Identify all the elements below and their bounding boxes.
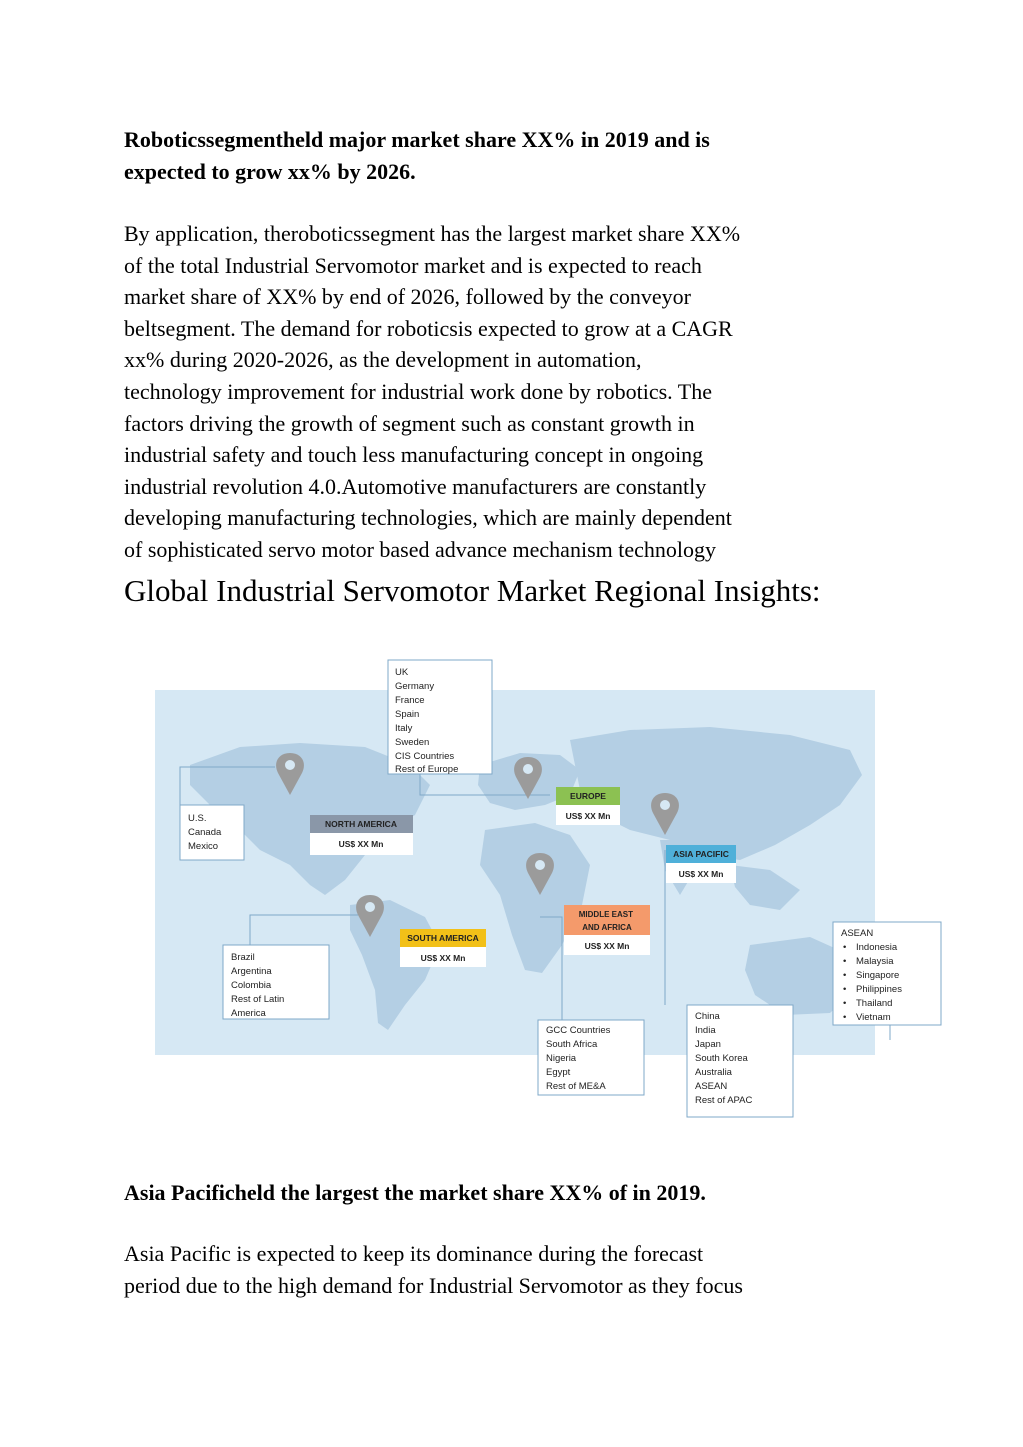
country-label: Indonesia bbox=[856, 942, 898, 953]
region-value: US$ XX Mn bbox=[338, 839, 384, 849]
north-america-label bbox=[310, 815, 413, 855]
region-name: ASIA PACIFIC bbox=[673, 849, 729, 859]
heading-line: expected to grow xx% by 2026. bbox=[124, 159, 416, 184]
asia-pacific-country-box bbox=[687, 1005, 793, 1117]
bullet-icon: • bbox=[843, 942, 847, 953]
paragraph-line: period due to the high demand for Industrial Servomotor as they focus bbox=[124, 1272, 743, 1298]
asean-title: ASEAN bbox=[841, 928, 874, 939]
europe-country-box bbox=[388, 660, 492, 775]
country-label: Thailand bbox=[856, 998, 893, 1009]
country-label: Brazil bbox=[231, 952, 255, 963]
country-label: ASEAN bbox=[695, 1081, 728, 1092]
middle-east-africa-country-box bbox=[538, 1020, 644, 1095]
region-name: AND AFRICA bbox=[582, 923, 632, 932]
country-label: CIS Countries bbox=[395, 751, 455, 762]
robotics-paragraph bbox=[124, 218, 904, 566]
middle-east-africa-label bbox=[564, 905, 650, 955]
paragraph-line: factors driving the growth of segment such as constant growth in bbox=[124, 410, 695, 436]
paragraph-line: beltsegment. The demand for roboticsis expected to grow at a CAGR bbox=[124, 315, 733, 341]
region-name: MIDDLE EAST bbox=[578, 910, 633, 919]
country-label: Malaysia bbox=[856, 956, 894, 967]
country-label: Japan bbox=[695, 1039, 721, 1050]
country-label: Australia bbox=[695, 1067, 732, 1078]
country-label: UK bbox=[395, 667, 409, 678]
country-label: France bbox=[395, 695, 425, 706]
region-value: US$ XX Mn bbox=[565, 811, 611, 821]
section-heading-asia-pacific: Asia Pacificheld the largest the market share XX% of in 2019. bbox=[124, 1180, 706, 1205]
regional-map-infographic bbox=[150, 655, 950, 1125]
country-label: Egypt bbox=[546, 1067, 571, 1078]
country-label: Canada bbox=[188, 827, 222, 838]
country-label: Singapore bbox=[856, 970, 900, 981]
south-america-country-box bbox=[223, 945, 329, 1019]
north-america-country-box bbox=[180, 805, 244, 860]
paragraph-line: market share of XX% by end of 2026, followed by the conveyor bbox=[124, 284, 691, 310]
country-label: Mexico bbox=[188, 841, 219, 852]
country-label: Argentina bbox=[231, 966, 272, 977]
south-america-label bbox=[400, 929, 486, 967]
country-label: Rest of ME&A bbox=[546, 1081, 606, 1092]
country-label: Italy bbox=[395, 723, 413, 734]
country-label: Rest of Latin bbox=[231, 994, 285, 1005]
country-label: South Korea bbox=[695, 1053, 748, 1064]
country-label: Spain bbox=[395, 709, 420, 720]
asia-pacific-paragraph bbox=[124, 1238, 904, 1301]
region-value: US$ XX Mn bbox=[678, 869, 724, 879]
country-label: Rest of APAC bbox=[695, 1095, 753, 1106]
section-heading-robotics bbox=[124, 124, 710, 188]
region-name: NORTH AMERICA bbox=[325, 819, 397, 829]
country-label: Germany bbox=[395, 681, 435, 692]
paragraph-line: developing manufacturing technologies, which are mainly dependent bbox=[124, 505, 732, 531]
country-label: Sweden bbox=[395, 737, 430, 748]
country-label: U.S. bbox=[188, 813, 207, 824]
bullet-icon: • bbox=[843, 970, 847, 981]
country-label: Vietnam bbox=[856, 1012, 891, 1023]
europe-label bbox=[556, 787, 620, 825]
country-label: GCC Countries bbox=[546, 1025, 611, 1036]
country-label: America bbox=[231, 1008, 266, 1019]
paragraph-line: of the total Industrial Servomotor market and is expected to reach bbox=[124, 252, 702, 278]
bullet-icon: • bbox=[843, 1012, 847, 1023]
paragraph-line: industrial safety and touch less manufacturing concept in ongoing bbox=[124, 442, 704, 468]
asean-country-box bbox=[833, 922, 941, 1025]
country-label: China bbox=[695, 1011, 720, 1022]
paragraph-line: By application, theroboticssegment has the largest market share XX% bbox=[124, 221, 741, 246]
paragraph-line: of sophisticated servo motor based advance mechanism technology bbox=[124, 536, 716, 562]
region-value: US$ XX Mn bbox=[584, 941, 630, 951]
region-name: SOUTH AMERICA bbox=[407, 933, 479, 943]
country-label: Nigeria bbox=[546, 1053, 577, 1064]
paragraph-line: Asia Pacific is expected to keep its dominance during the forecast bbox=[124, 1241, 704, 1266]
country-label: Rest of Europe bbox=[395, 764, 459, 775]
paragraph-line: technology improvement for industrial work done by robotics. The bbox=[124, 378, 712, 404]
paragraph-line: industrial revolution 4.0.Automotive manufacturers are constantly bbox=[124, 473, 707, 499]
country-label: South Africa bbox=[546, 1039, 598, 1050]
regional-insights-title: Global Industrial Servomotor Market Regional Insights: bbox=[124, 573, 821, 608]
country-label: Colombia bbox=[231, 980, 272, 991]
heading-line: Roboticssegmentheld major market share XX% in 2019 and is bbox=[124, 127, 710, 152]
region-value: US$ XX Mn bbox=[420, 953, 466, 963]
country-label: India bbox=[695, 1025, 716, 1036]
country-label: Philippines bbox=[856, 984, 902, 995]
svg-text:ASEAN bbox=[841, 928, 873, 939]
bullet-icon: • bbox=[843, 984, 847, 995]
region-name: EUROPE bbox=[570, 791, 606, 801]
bullet-icon: • bbox=[843, 956, 847, 967]
asia-pacific-label bbox=[666, 845, 736, 883]
paragraph-line: xx% during 2020-2026, as the development in automation, bbox=[124, 347, 642, 373]
bullet-icon: • bbox=[843, 998, 847, 1009]
